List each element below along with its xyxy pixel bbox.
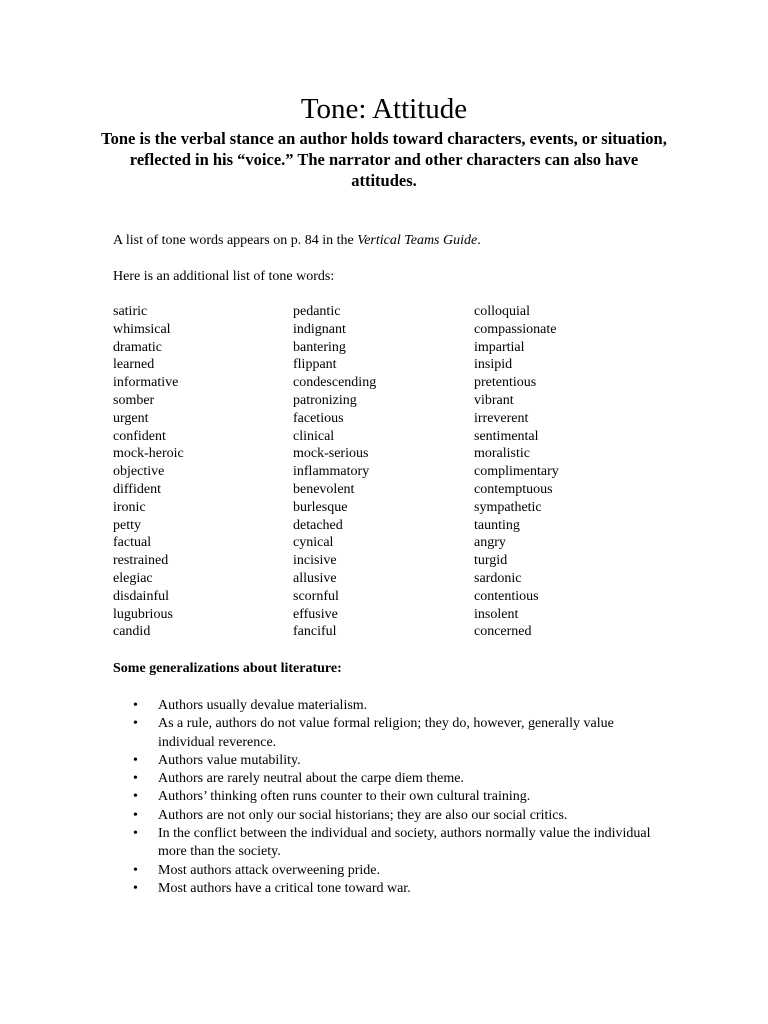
generalization-text: Authors are not only our social historians; they are also our social critics. bbox=[158, 807, 568, 823]
tone-word: dramatic bbox=[113, 339, 162, 355]
tone-word: elegiac bbox=[113, 570, 153, 586]
generalization-item bbox=[113, 752, 673, 770]
tone-word: patronizing bbox=[293, 392, 357, 408]
tone-word: moralistic bbox=[474, 446, 530, 462]
generalization-text: Most authors have a critical tone toward war. bbox=[158, 880, 411, 896]
tone-word: objective bbox=[113, 464, 165, 480]
tone-word: turgid bbox=[474, 553, 508, 569]
tone-word: contentious bbox=[474, 588, 539, 604]
tone-word: whimsical bbox=[113, 321, 171, 337]
bullet-icon: • bbox=[133, 880, 138, 896]
tone-word: sardonic bbox=[474, 570, 522, 586]
generalization-text: Most authors attack overweening pride. bbox=[158, 862, 380, 878]
tone-word: vibrant bbox=[474, 392, 514, 408]
tone-word-column-1 bbox=[113, 303, 184, 641]
tone-word: diffident bbox=[113, 481, 161, 497]
bullet-icon: • bbox=[133, 771, 138, 787]
bullet-icon: • bbox=[133, 826, 138, 842]
generalization-item bbox=[113, 825, 673, 862]
generalization-text: Authors are rarely neutral about the carpe diem theme. bbox=[158, 771, 464, 787]
tone-word: impartial bbox=[474, 339, 525, 355]
bullet-icon: • bbox=[133, 862, 138, 878]
tone-word: pedantic bbox=[293, 304, 341, 319]
generalization-item bbox=[113, 880, 673, 898]
tone-word: irreverent bbox=[474, 410, 529, 426]
tone-word: satiric bbox=[113, 304, 148, 319]
tone-word: detached bbox=[293, 517, 343, 533]
tone-word: confident bbox=[113, 428, 166, 444]
tone-word: contemptuous bbox=[474, 481, 553, 497]
tone-word: lugubrious bbox=[113, 606, 173, 622]
tone-word: ironic bbox=[113, 499, 146, 515]
tone-word-column-3 bbox=[474, 303, 559, 641]
tone-word: disdainful bbox=[113, 588, 169, 604]
generalizations-heading: Some generalizations about literature: bbox=[113, 661, 342, 676]
tone-word: allusive bbox=[293, 570, 337, 586]
tone-word: incisive bbox=[293, 553, 337, 569]
page-subtitle: Tone is the verbal stance an author holds toward characters, events, or situation, reflected in his “voice.” The narrator and other characters can also have attitudes. bbox=[101, 129, 667, 190]
bullet-icon: • bbox=[133, 752, 138, 768]
bullet-icon: • bbox=[133, 789, 138, 805]
tone-word: burlesque bbox=[293, 499, 348, 515]
page-title: Tone: Attitude bbox=[300, 93, 468, 125]
tone-word: complimentary bbox=[474, 464, 559, 480]
generalization-text: Authors usually devalue materialism. bbox=[158, 698, 368, 713]
reference-suffix: . bbox=[477, 233, 481, 248]
generalization-text: In the conflict between the individual and society, authors normally value the individual more than the society. bbox=[158, 826, 651, 860]
tone-word: flippant bbox=[293, 357, 337, 373]
tone-word: mock-heroic bbox=[113, 446, 184, 462]
tone-word: effusive bbox=[293, 606, 338, 622]
generalization-text: As a rule, authors do not value formal religion; they do, however, generally value individual reverence. bbox=[158, 716, 614, 750]
additional-list-intro: Here is an additional list of tone words: bbox=[113, 269, 335, 284]
tone-word: learned bbox=[113, 357, 155, 373]
tone-word: insolent bbox=[474, 606, 519, 622]
tone-word: sentimental bbox=[474, 428, 539, 444]
tone-word: candid bbox=[113, 624, 151, 640]
generalization-item bbox=[113, 788, 673, 806]
tone-word: inflammatory bbox=[293, 464, 370, 480]
tone-word: fanciful bbox=[293, 624, 337, 640]
tone-word: cynical bbox=[293, 535, 334, 551]
bullet-icon: • bbox=[133, 807, 138, 823]
tone-word: facetious bbox=[293, 410, 344, 426]
tone-word: clinical bbox=[293, 428, 335, 444]
tone-word: factual bbox=[113, 535, 152, 551]
tone-word: somber bbox=[113, 392, 155, 408]
bullet-icon: • bbox=[133, 716, 138, 732]
generalizations-list bbox=[113, 697, 673, 898]
tone-word: pretentious bbox=[474, 375, 537, 391]
tone-word: bantering bbox=[293, 339, 346, 355]
tone-word: sympathetic bbox=[474, 499, 542, 515]
tone-word: taunting bbox=[474, 517, 520, 533]
tone-word: benevolent bbox=[293, 481, 355, 497]
generalization-text: Authors value mutability. bbox=[158, 752, 301, 768]
tone-word: compassionate bbox=[474, 321, 557, 337]
tone-word: insipid bbox=[474, 357, 513, 373]
tone-word-list bbox=[113, 303, 673, 643]
tone-word: concerned bbox=[474, 624, 532, 640]
tone-word-column-2 bbox=[293, 303, 376, 641]
generalization-item bbox=[113, 770, 673, 788]
generalization-item bbox=[113, 862, 673, 880]
bullet-icon: • bbox=[133, 698, 138, 713]
tone-word: condescending bbox=[293, 375, 377, 391]
tone-word: petty bbox=[113, 517, 141, 533]
tone-word: mock-serious bbox=[293, 446, 369, 462]
generalization-item bbox=[113, 697, 673, 715]
reference-book-title: Vertical Teams Guide bbox=[357, 233, 478, 248]
generalization-item bbox=[113, 807, 673, 825]
tone-word: informative bbox=[113, 375, 179, 391]
generalization-item bbox=[113, 715, 673, 752]
tone-word: colloquial bbox=[474, 304, 530, 319]
reference-prefix: A list of tone words appears on p. 84 in the bbox=[113, 233, 358, 248]
tone-word: scornful bbox=[293, 588, 339, 604]
tone-word: urgent bbox=[113, 410, 149, 426]
tone-word: angry bbox=[474, 535, 506, 551]
reference-paragraph bbox=[113, 232, 481, 250]
tone-word: restrained bbox=[113, 553, 169, 569]
generalization-text: Authors’ thinking often runs counter to their own cultural training. bbox=[158, 789, 531, 805]
tone-word: indignant bbox=[293, 321, 346, 337]
